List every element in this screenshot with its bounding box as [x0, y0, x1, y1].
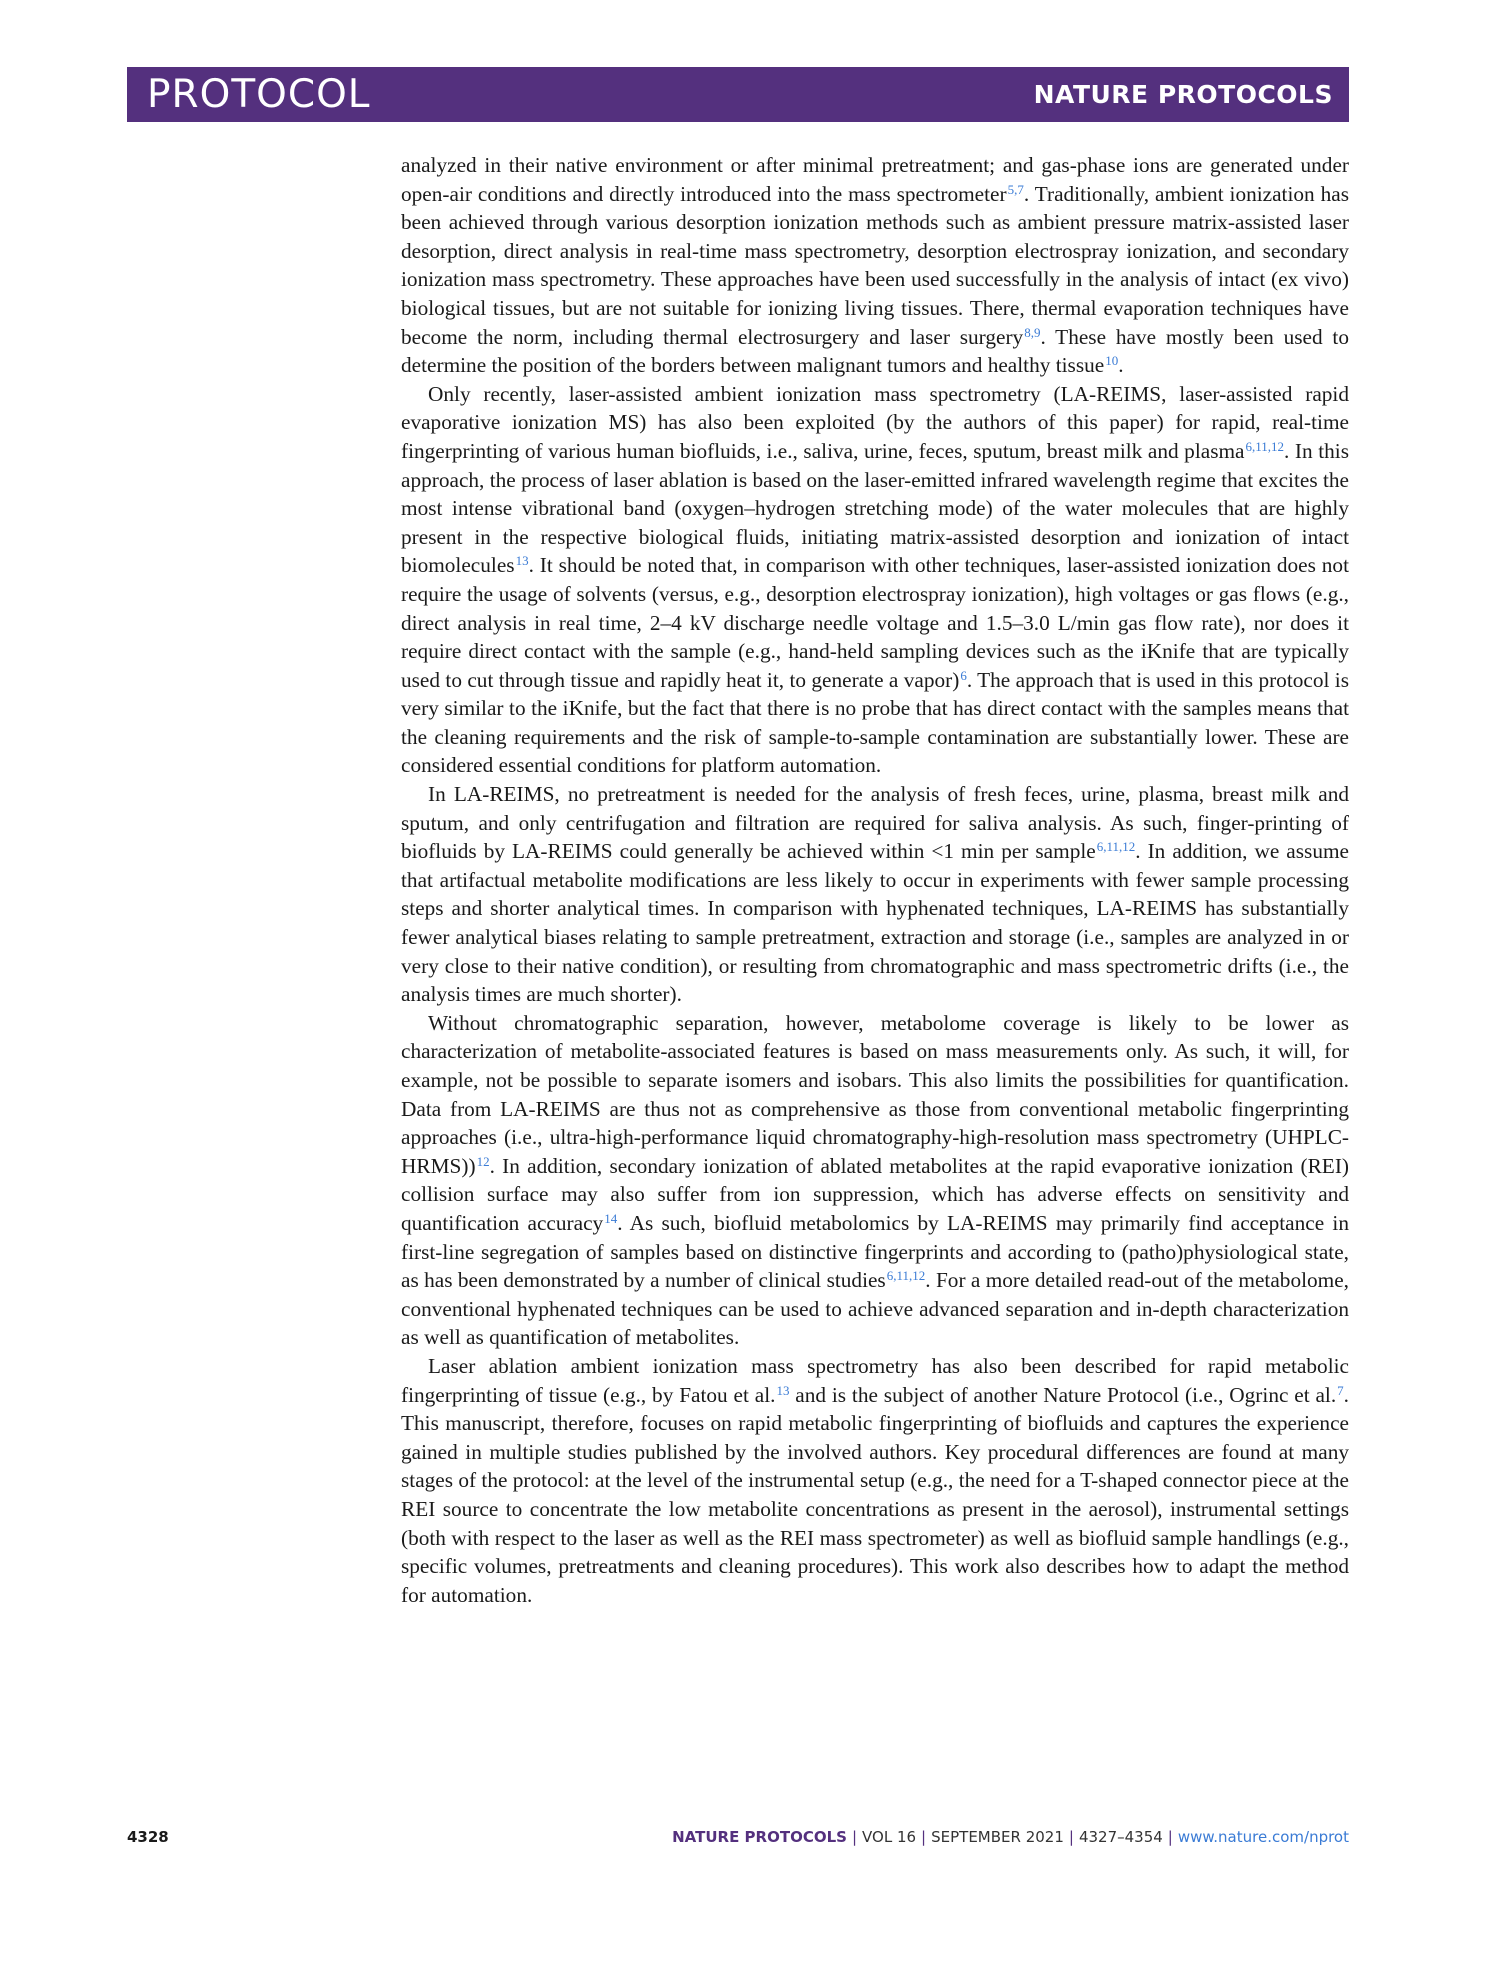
paragraph-text: Only recently, laser-assisted ambient ionization mass spectrometry (LA-REIMS, laser-assisted rapid evaporative ionization MS) has also been exploited (by the authors of this paper) for rapid, real-time fingerprinting of various human biofluids, i.e., saliva, urine, feces, sputum, breast milk and plasma — [401, 381, 1349, 463]
paragraph-text: . This manuscript, therefore, focuses on rapid metabolic fingerprinting of biofluids and captures the experience gained in multiple studies published by the involved authors. Key procedural differences are found at many stages of the protocol: at the level of the instrumental setup (e.g., the need for a T-shaped connector piece at the REI source to concentrate the low metabolite concentrations as present in the aerosol), instrumental settings (both with respect to the laser as well as the REI mass spectrometer) as well as biofluid sample handlings (e.g., specific volumes, pretreatments and cleaning procedures). This work also describes how to adapt the method for automation. — [401, 1382, 1349, 1607]
citation-reference-link[interactable]: 6,11,12 — [1096, 839, 1136, 855]
body-paragraph — [401, 1352, 1349, 1609]
paragraph-text: . These have mostly been used to determine the position of the borders between malignant tumors and healthy tissue — [401, 324, 1349, 378]
body-paragraph — [401, 1009, 1349, 1352]
paragraph-text: . In addition, secondary ionization of ablated metabolites at the rapid evaporative ionization (REI) collision surface may also suffer from ion suppression, which has adverse effects on sensitivity and quantification accuracy — [401, 1153, 1349, 1235]
footer-journal: NATURE PROTOCOLS — [672, 1828, 847, 1846]
paragraph-text: and is the subject of another Nature Protocol (i.e., Ogrinc et al. — [789, 1382, 1337, 1407]
section-label: PROTOCOL — [147, 72, 371, 117]
citation-reference-link[interactable]: 8,9 — [1024, 324, 1041, 340]
journal-label: NATURE PROTOCOLS — [1033, 80, 1333, 109]
paragraph-text: analyzed in their native environment or after minimal pretreatment; and gas-phase ions are generated under open-air conditions and directly introduced into the mass spectrometer — [401, 153, 1349, 206]
article-body — [401, 151, 1349, 1609]
paragraph-text: In LA-REIMS, no pretreatment is needed for the analysis of fresh feces, urine, plasma, breast milk and sputum, and only centrifugation and filtration are required for saliva analysis. As such, finger-printing of biofluids by LA-REIMS could generally be achieved within <1 min per sample — [401, 782, 1349, 864]
citation-line — [672, 1828, 1349, 1846]
footer-separator: | — [921, 1828, 927, 1846]
footer-pages: 4327–4354 — [1078, 1828, 1163, 1846]
citation-reference-link[interactable]: 7 — [1337, 1382, 1344, 1398]
footer-separator: | — [1068, 1828, 1074, 1846]
paragraph-text: . The approach that is used in this protocol is very similar to the iKnife, but the fact that there is no probe that has direct contact with the samples means that the cleaning requirements and the risk of sample-to-sample contamination are substantially lower. These are considered essential conditions for platform automation. — [401, 667, 1349, 778]
body-paragraph — [401, 151, 1349, 380]
body-paragraph — [401, 380, 1349, 780]
citation-reference-link[interactable]: 14 — [604, 1210, 618, 1226]
citation-reference-link[interactable]: 12 — [476, 1153, 490, 1169]
paragraph-text: . As such, biofluid metabolomics by LA-REIMS may primarily find acceptance in first-line segregation of samples based on distinctive fingerprints and according to (patho)physiological state, as has been demonstrated by a number of clinical studies — [401, 1210, 1349, 1293]
paragraph-text: . It should be noted that, in comparison with other techniques, laser-assisted ionization does not require the usage of solvents (versus, e.g., desorption electrospray ionization), high voltages or gas flows (e.g., direct analysis in real time, 2–4 kV discharge needle voltage and 1.5–3.0 L/min gas flow rate), nor does it require direct contact with the sample (e.g., hand-held sampling devices such as the iKnife that are typically used to cut through tissue and rapidly heat it, to generate a vapor) — [401, 553, 1349, 692]
paragraph-text: . In this approach, the process of laser ablation is based on the laser-emitted infrared wavelength regime that excites the most intense vibrational band (oxygen–hydrogen stretching mode) of the water molecules that are highly present in the respective biological fluids, initiating matrix-assisted desorption and ionization of intact biomolecules — [401, 438, 1350, 578]
body-paragraph — [401, 780, 1349, 1009]
citation-reference-link[interactable]: 10 — [1105, 353, 1119, 369]
footer-volume: VOL 16 — [862, 1828, 917, 1846]
citation-reference-link[interactable]: 13 — [515, 553, 529, 569]
paragraph-text: . For a more detailed read-out of the metabolome, conventional hyphenated techniques can be used to achieve advanced separation and in-depth characterization as well as quantification of metabolites. — [401, 1268, 1350, 1350]
footer-url-link[interactable]: www.nature.com/nprot — [1177, 1828, 1349, 1846]
paragraph-text: . — [1118, 353, 1124, 378]
citation-reference-link[interactable]: 6,11,12 — [1245, 438, 1285, 454]
header-bar — [127, 67, 1349, 122]
footer — [127, 1828, 1349, 1846]
paragraph-text: . Traditionally, ambient ionization has been achieved through various desorption ionization methods such as ambient pressure matrix-assisted laser desorption, direct analysis in real-time mass spectrometry, desorption electrospray ionization, and secondary ionization mass spectrometry. These approaches have been used successfully in the analysis of intact (ex vivo) biological tissues, but are not suitable for ionizing living tissues. There, thermal evaporation techniques have become the norm, including thermal electrosurgery and laser surgery — [401, 181, 1349, 349]
citation-reference-link[interactable]: 5,7 — [1007, 181, 1024, 197]
footer-separator: | — [1167, 1828, 1173, 1846]
footer-separator: | — [851, 1828, 858, 1846]
paragraph-text: . In addition, we assume that artifactual metabolite modifications are less likely to occur in experiments with fewer sample processing steps and shorter analytical times. In comparison with hyphenated techniques, LA-REIMS has substantially fewer analytical biases relating to sample pretreatment, extraction and storage (i.e., samples are analyzed in or very close to their native condition), or resulting from chromatographic and mass spectrometric drifts (i.e., the analysis times are much shorter). — [401, 839, 1349, 1007]
citation-reference-link[interactable]: 6 — [960, 667, 967, 683]
paragraph-text: Without chromatographic separation, however, metabolome coverage is likely to be lower as characterization of metabolite-associated features is based on mass measurements only. As such, it will, for example, not be possible to separate isomers and isobars. This also limits the possibilities for quantification. Data from LA-REIMS are thus not as comprehensive as those from conventional metabolic fingerprinting approaches (i.e., ultra-high-performance liquid chromatography-high-resolution mass spectrometry (UHPLC-HRMS)) — [401, 1010, 1349, 1178]
page-number: 4328 — [127, 1828, 169, 1846]
footer-date: SEPTEMBER 2021 — [931, 1828, 1064, 1846]
paragraph-text: Laser ablation ambient ionization mass spectrometry has also been described for rapid metabolic fingerprinting of tissue (e.g., by Fatou et al. — [401, 1353, 1349, 1407]
citation-reference-link[interactable]: 6,11,12 — [886, 1268, 926, 1284]
citation-reference-link[interactable]: 13 — [776, 1382, 790, 1398]
